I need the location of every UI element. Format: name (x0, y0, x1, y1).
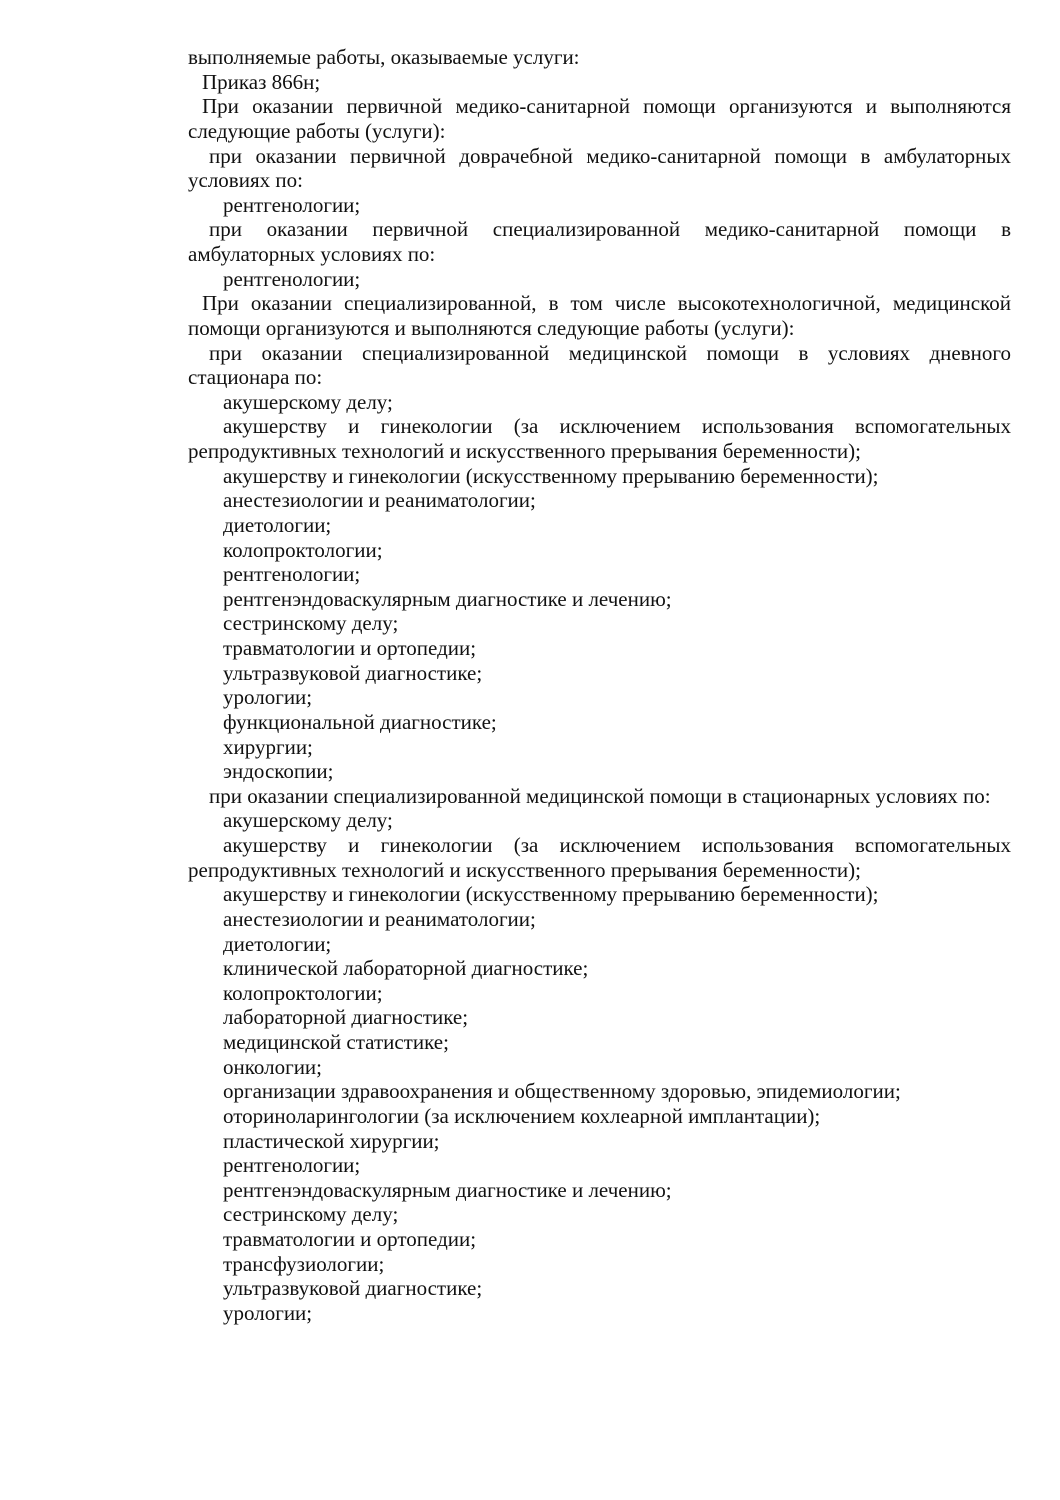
text-line: репродуктивных технологий и искусственного прерывания беременности); (188, 439, 861, 463)
text-line: диетологии; (223, 512, 332, 537)
text-line: сестринскому делу; (223, 611, 399, 636)
text-line: травматологии и ортопедии; (223, 636, 477, 660)
text-line: амбулаторных условиях по: (188, 242, 436, 266)
text-line: ультразвуковой диагностике; (223, 660, 483, 685)
text-line: ультразвуковой диагностике; (223, 1276, 483, 1301)
text-line: колопроктологии; (223, 980, 383, 1005)
text-line: При оказании специализированной, в том числе высокотехнологичной, медицинской (202, 291, 1011, 316)
text-line: колопроктологии; (223, 537, 383, 562)
text-line: сестринскому делу; (223, 1202, 399, 1227)
text-line: рентгенологии; (223, 562, 361, 587)
text-line: акушерству и гинекологии (за исключением использования вспомогательных (223, 833, 1011, 857)
text-line: рентгенэндоваскулярным диагностике и лечению; (223, 1177, 672, 1202)
text-line: рентгенологии; (223, 1153, 361, 1178)
text-line: условиях по: (188, 168, 303, 193)
text-line: выполняемые работы, оказываемые услуги: (188, 45, 580, 69)
text-line: следующие работы (услуги): (188, 118, 446, 143)
text-line: урологии; (223, 685, 313, 710)
text-line: помощи организуются и выполняются следующие работы (услуги): (188, 315, 795, 340)
text-line: хирургии; (223, 734, 313, 759)
text-line: анестезиологии и реаниматологии; (223, 488, 536, 513)
text-line: акушерскому делу; (223, 808, 393, 833)
text-line: репродуктивных технологий и искусственного прерывания беременности); (188, 857, 861, 882)
text-line: рентгенологии; (223, 266, 361, 291)
text-line: эндоскопии; (223, 759, 334, 784)
text-line: при оказании специализированной медицинской помощи в стационарных условиях по: (209, 783, 991, 808)
text-line: Приказ 866н; (202, 69, 321, 94)
text-line: клинической лабораторной диагностике; (223, 956, 589, 981)
text-line: при оказании первичной доврачебной медико-санитарной помощи в амбулаторных (209, 143, 1011, 168)
text-line: лабораторной диагностике; (223, 1005, 469, 1030)
text-line: стационара по: (188, 365, 323, 390)
document-text-block (188, 45, 1011, 1326)
text-line: акушерству и гинекологии (искусственному прерыванию беременности); (223, 463, 879, 488)
text-line: пластической хирургии; (223, 1128, 440, 1153)
text-line: оториноларингологии (за исключением кохлеарной имплантации); (223, 1103, 821, 1128)
text-line: рентгенологии; (223, 192, 361, 217)
text-line: диетологии; (223, 931, 332, 956)
text-line: при оказании первичной специализированной медико-санитарной помощи в (209, 217, 1011, 242)
text-line: травматологии и ортопедии; (223, 1227, 477, 1251)
text-line: анестезиологии и реаниматологии; (223, 906, 536, 931)
text-line: рентгенэндоваскулярным диагностике и лечению; (223, 586, 672, 611)
text-line: урологии; (223, 1300, 313, 1325)
text-line: При оказании первичной медико-санитарной помощи организуются и выполняются (202, 94, 1011, 119)
text-line: онкологии; (223, 1054, 323, 1079)
text-line: при оказании специализированной медицинской помощи в условиях дневного (209, 340, 1011, 365)
text-line: функциональной диагностике; (223, 709, 497, 734)
text-line: акушерскому делу; (223, 389, 393, 414)
text-line: организации здравоохранения и общественному здоровью, эпидемиологии; (223, 1079, 901, 1104)
text-line: трансфузиологии; (223, 1251, 385, 1276)
text-line: акушерству и гинекологии (за исключением использования вспомогательных (223, 414, 1011, 439)
text-line: медицинской статистике; (223, 1030, 449, 1054)
text-line: акушерству и гинекологии (искусственному прерыванию беременности); (223, 882, 879, 907)
